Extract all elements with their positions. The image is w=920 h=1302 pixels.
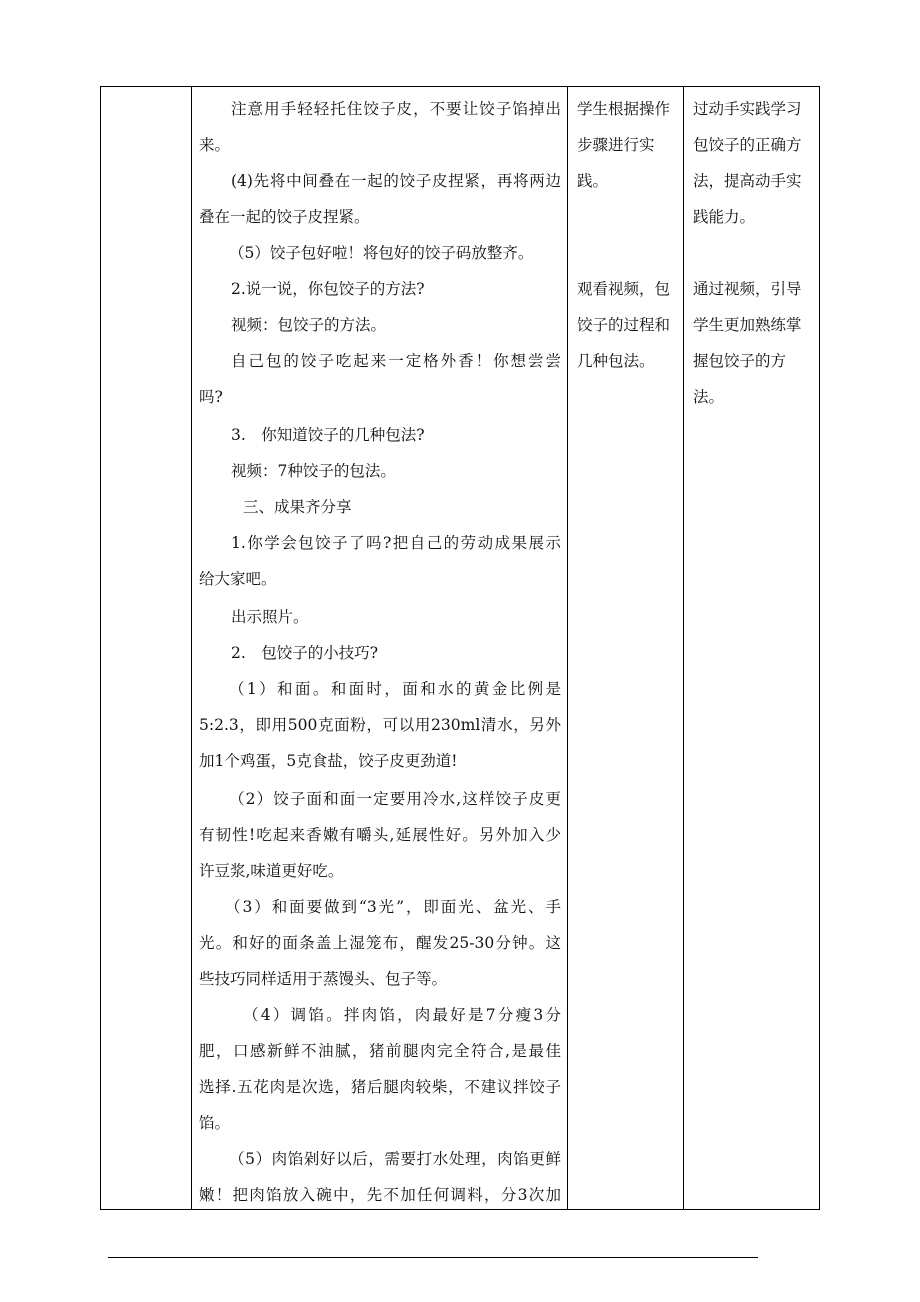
- text-line: 学生更加熟练掌: [693, 316, 802, 334]
- footer-rule: [108, 1257, 758, 1258]
- text-line: 通过视频，引导: [693, 280, 802, 298]
- teaching-process-column: [193, 87, 567, 1209]
- lesson-plan-table: [100, 86, 820, 1210]
- text-line: 加1个鸡蛋，5克食盐，饺子皮更劲道!: [199, 752, 458, 770]
- text-line: 观看视频，包: [577, 280, 671, 298]
- student-activity-column: [569, 87, 683, 1209]
- text-line: 嫩！把肉馅放入碗中，先不加任何调料，分3次加: [199, 1186, 561, 1204]
- section-heading: 三、成果齐分享: [243, 498, 352, 516]
- text-line: （1）和面。和面时，面和水的黄金比例是: [229, 680, 561, 698]
- text-line: （4）调馅。拌肉馅，肉最好是7分瘦3分: [243, 1006, 561, 1024]
- text-line: 包饺子的正确方: [693, 136, 802, 154]
- text-line: 叠在一起的饺子皮捏紧。: [199, 208, 370, 226]
- text-line: 光。和好的面条盖上湿笼布，醒发25-30分钟。这: [199, 934, 561, 952]
- column-divider: [567, 87, 568, 1209]
- text-line: 饺子的过程和: [577, 316, 671, 334]
- text-line: 握包饺子的方法。: [693, 352, 787, 406]
- text-line: 些技巧同样适用于蒸馒头、包子等。: [199, 970, 448, 988]
- text-line: 选择.五花肉是次选，猪后腿肉较柴，不建议拌饺子: [199, 1078, 561, 1096]
- text-line: 视频：包饺子的方法。: [231, 316, 387, 334]
- text-line: 法，提高动手实: [693, 172, 802, 190]
- design-intent-column: [685, 87, 819, 1209]
- text-line: 吗?: [199, 388, 223, 406]
- text-line: 践能力。: [693, 208, 756, 226]
- text-line: 有韧性!吃起来香嫩有嚼头,延展性好。另外加入少: [199, 826, 561, 844]
- text-line: 馅。: [199, 1114, 231, 1132]
- text-line: 注意用手轻轻托住饺子皮，不要让饺子馅掉出: [231, 100, 561, 118]
- text-line: 2.说一说，你包饺子的方法?: [231, 280, 425, 298]
- text-line: 几种包法。: [577, 352, 655, 370]
- text-line: 许豆浆,味道更好吃。: [199, 862, 344, 880]
- text-line: 1.你学会包饺子了吗?把自己的劳动成果展示: [231, 534, 561, 552]
- text-line: （5）肉馅剁好以后，需要打水处理，肉馅更鲜: [229, 1150, 561, 1168]
- text-line: 步骤进行实践。: [577, 136, 655, 190]
- text-line: 来。: [199, 136, 231, 154]
- text-line: （2）饺子面和面一定要用冷水,这样饺子皮更: [229, 790, 561, 808]
- text-line: 5:2.3，即用500克面粉，可以用230ml清水，另外: [199, 716, 561, 734]
- text-line: （5）饺子包好啦！将包好的饺子码放整齐。: [229, 244, 534, 262]
- column-divider: [191, 87, 192, 1209]
- text-line: 2. 包饺子的小技巧?: [231, 644, 379, 662]
- text-line: 过动手实践学习: [693, 100, 802, 118]
- text-line: (4)先将中间叠在一起的饺子皮捏紧，再将两边: [231, 172, 561, 190]
- text-line: 自己包的饺子吃起来一定格外香！你想尝尝: [231, 352, 561, 370]
- text-line: 肥，口感新鲜不油腻，猪前腿肉完全符合,是最佳: [199, 1042, 561, 1060]
- text-line: 给大家吧。: [199, 570, 277, 588]
- text-line: 学生根据操作: [577, 100, 671, 118]
- column-divider: [683, 87, 684, 1209]
- text-line: （3）和面要做到“3光”，即面光、盆光、手: [225, 898, 561, 916]
- text-line: 出示照片。: [231, 608, 309, 626]
- text-line: 3. 你知道饺子的几种包法?: [231, 426, 425, 444]
- text-line: 视频：7种饺子的包法。: [231, 462, 396, 480]
